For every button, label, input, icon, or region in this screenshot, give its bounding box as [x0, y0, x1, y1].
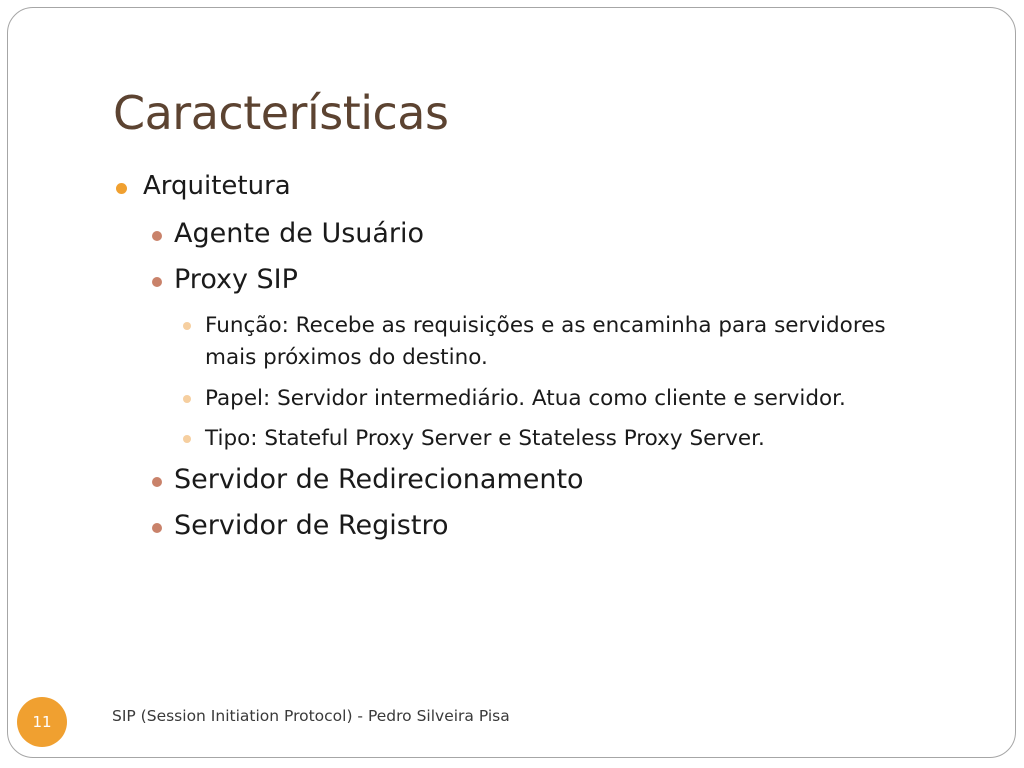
bullet-proxy-sip: Proxy SIP	[174, 264, 298, 295]
bullet-dot-level2	[152, 477, 162, 487]
bullet-arquitetura: Arquitetura	[143, 171, 291, 201]
bullet-dot-level2	[152, 231, 162, 241]
slide-footer: SIP (Session Initiation Protocol) - Pedro Silveira Pisa	[112, 707, 510, 725]
bullet-servidor-registro: Servidor de Registro	[174, 510, 449, 541]
bullet-dot-level2	[152, 277, 162, 287]
page-number-badge: 11	[17, 697, 67, 747]
bullet-dot-level3	[183, 322, 191, 330]
bullet-dot-level3	[183, 435, 191, 443]
bullet-funcao-line2: mais próximos do destino.	[205, 345, 488, 370]
bullet-dot-level3	[183, 395, 191, 403]
bullet-dot-level2	[152, 523, 162, 533]
slide-title: Características	[113, 86, 449, 140]
bullet-dot-level1	[116, 183, 127, 194]
bullet-papel: Papel: Servidor intermediário. Atua como cliente e servidor.	[205, 386, 846, 411]
bullet-servidor-redirecionamento: Servidor de Redirecionamento	[174, 464, 584, 495]
bullet-agente-de-usuario: Agente de Usuário	[174, 218, 425, 249]
bullet-funcao-line1: Função: Recebe as requisições e as encaminha para servidores	[205, 313, 886, 338]
bullet-tipo: Tipo: Stateful Proxy Server e Stateless Proxy Server.	[205, 426, 765, 451]
